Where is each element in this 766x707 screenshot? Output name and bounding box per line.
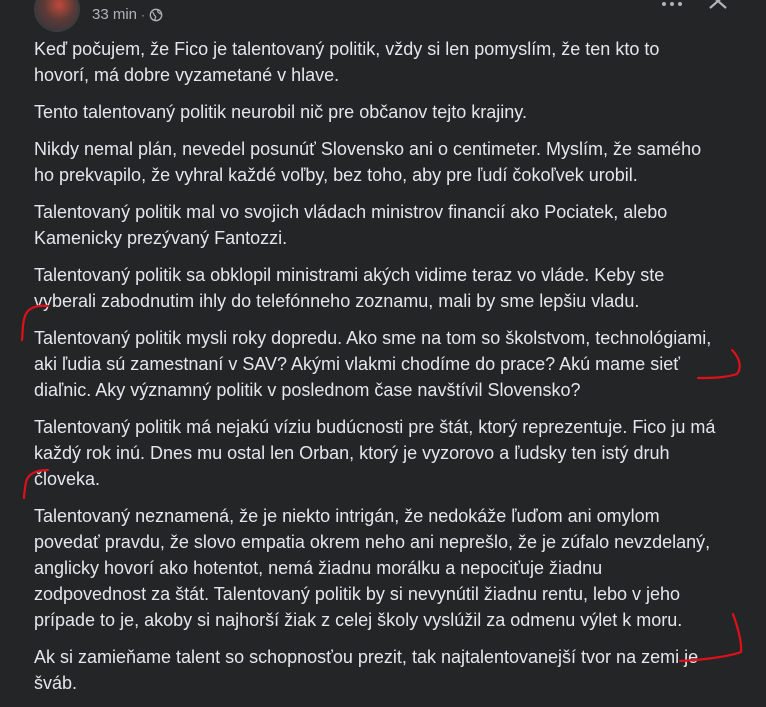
post-time[interactable]: 33 min bbox=[92, 6, 138, 23]
post-meta bbox=[92, 6, 163, 23]
post-paragraph: Ak si zamieňame talent so schopnosťou prezit, tak najtalentovanejší tvor na zemi je šváb. bbox=[34, 647, 699, 693]
post-paragraph: Nikdy nemal plán, nevedel posunúť Slovensko ani o centimeter. Myslím, že samého ho prekvapilo, že vyhral každé voľby, bez toho, aby pre ľudí čokoľvek urobil. bbox=[34, 139, 702, 185]
more-options-button[interactable] bbox=[652, 0, 692, 14]
post-header bbox=[0, 0, 766, 34]
more-dot bbox=[678, 2, 682, 6]
post-paragraph: Talentovaný neznamená, že je niekto intrigán, že nedokáže ľuďom ani omylom povedať pravdu, že slovo empatia okrem neho ani neprešlo, že je zúfalo nevzdelaný, anglicky hovorí ako hotentot, nemá žiadnu morálku a nepociťuje žiadnu zodpovednost za štát. Talentovaný politik by si nevynútil žiadnu rentu, lebo v jeho prípade to je, akoby si najhorší žiak z celej školy vyslúžil za odmenu výlet k moru. bbox=[34, 506, 711, 630]
post-paragraph: Talentovaný politik sa obklopil ministrami akých vidime teraz vo vláde. Keby ste vyberali zabodnutim ihly do telefónneho zoznamu, mali by sme lepšiu vladu. bbox=[34, 265, 665, 311]
post-body bbox=[34, 36, 746, 707]
globe-icon bbox=[149, 8, 163, 22]
post-paragraph: Talentovaný politik mysli roky dopredu. Ako sme na tom so školstvom, technológiami, aki ľudia sú zamestnaní v SAV? Akými vlakmi chodíme do prace? Akú mame sieť diaľnic. Aky významný politik v poslednom čase navštívil Slovensko? bbox=[34, 328, 712, 400]
post-paragraph: Keď počujem, že Fico je talentovaný politik, vždy si len pomyslím, že ten kto to hovorí, má dobre vyzametané v hlave. bbox=[34, 39, 660, 85]
avatar[interactable] bbox=[34, 0, 80, 32]
post-paragraph: Tento talentovaný politik neurobil nič pre občanov tejto krajiny. bbox=[34, 102, 527, 122]
more-dot bbox=[670, 2, 674, 6]
post-paragraph: Talentovaný politik mal vo svojich vládach ministrov financií ako Pociatek, alebo Kamenicky prezývaný Fantozzi. bbox=[34, 202, 668, 248]
meta-separator: · bbox=[141, 7, 146, 22]
more-dots-icon bbox=[662, 2, 666, 6]
close-icon[interactable] bbox=[704, 0, 732, 14]
post-paragraph: Talentovaný politik má nejakú víziu budúcnosti pre štát, ktorý reprezentuje. Fico ju má každý rok inú. Dnes mu ostal len Orban, ktorý je vyzorovo a ľudsky ten istý druh človeka. bbox=[34, 417, 716, 489]
